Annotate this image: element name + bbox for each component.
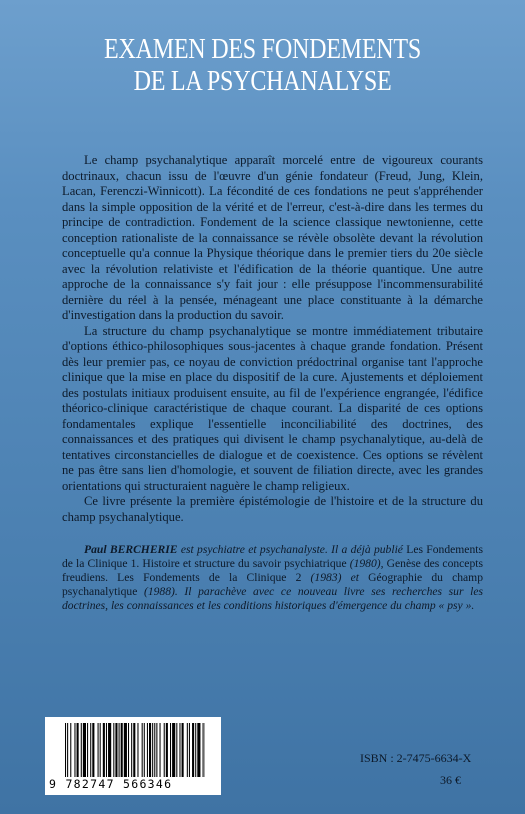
barcode-bar: [124, 723, 127, 777]
barcode-bar: [87, 723, 88, 777]
author-bio-text-1: est psychiatre et psychanalyste. Il a déjà publié: [177, 543, 407, 556]
book-title-3: Géographie du champ psychanalytique: [62, 571, 483, 598]
barcode-bar: [147, 723, 148, 777]
barcode-bar: [81, 723, 82, 777]
synopsis-paragraph-1: [62, 153, 483, 324]
barcode-bar: [156, 723, 157, 777]
barcode-bars: [65, 723, 205, 777]
author-name: Paul BERCHERIE: [84, 543, 178, 556]
barcode-bar: [74, 723, 75, 777]
barcode-bar: [92, 723, 94, 777]
barcode-bar: [160, 723, 161, 777]
author-bio: [62, 543, 483, 613]
barcode-digits: 9 782747 566346: [49, 777, 173, 791]
paragraph-1-text: Le champ psychanalytique apparaît morcelé entre de vigoureux courants doctrinaux, chacun issu de l'œuvre d'un génie fondateur (Freud, Jung, Klein, Lacan, Ferenczi-Winnicott). La fécondité de ces fondations ne peut s'appréhender dans la simple opposition de la vérité et de l'erreur, c'est-à-dire dans les termes du principe de contradiction. Fondement de la science classique newtonienne, cette conception rationaliste de la connaissance se révèle obsolète devant la révolution conceptuelle qu'a connue la Physique théorique dans le premier tiers du 20e siècle avec la révolution relativiste et l'édification de la théorie quantique. Une autre approche de la connaissance s'y fait jour : elle présuppose l'incommensurabilité dernière du réel à la pensée, ménageant une place constituante à la démarche d'investigation dans la production du savoir.: [62, 153, 483, 322]
barcode-bar: [179, 723, 180, 777]
author-bio-text-3: (1988). Il parachève avec ce nouveau livre ses recherches sur les doctrines, les connaissances et les conditions historiques d'émergence du champ « psy ».: [62, 585, 483, 612]
synopsis-paragraph-3: [62, 494, 483, 525]
barcode-bar: [65, 723, 66, 777]
book-title-1: Les Fondements de la Clinique 1. Histoire et structure du savoir psychiatrique: [62, 543, 483, 570]
barcode-bar: [203, 723, 204, 777]
barcode-bar: [98, 723, 99, 777]
barcode-bar: [192, 723, 194, 777]
isbn-number: ISBN : 2-7475-6634-X: [360, 751, 472, 765]
barcode-bar: [172, 723, 175, 777]
barcode-bar: [100, 723, 101, 777]
barcode-bar: [83, 723, 86, 777]
barcode-bar: [164, 723, 165, 777]
price: 36 €: [440, 773, 461, 787]
synopsis: [62, 153, 483, 525]
book-title-2: Genèse des concepts freudiens. Les Fondements de la Clinique 2: [62, 557, 483, 584]
barcode-bar: [182, 723, 184, 777]
barcode-bar: [90, 723, 91, 777]
barcode-bar: [152, 723, 153, 777]
barcode-bar: [115, 723, 117, 777]
title-line-1: EXAMEN DES FONDEMENTS: [103, 34, 421, 65]
barcode-bar: [189, 723, 190, 777]
barcode-bar: [128, 723, 129, 777]
barcode-bar: [197, 723, 200, 777]
book-title: [37, 34, 489, 98]
barcode-bar: [144, 723, 145, 777]
paragraph-2-text: La structure du champ psychanalytique se montre immédiatement tributaire d'options éthico-philosophiques sous-jacentes à chaque grande fondation. Présent dès leur premier pas, ce noyau de conviction prédoctrinal organise tant l'approche clinique que la mise en place du dispositif de la cure. Ajustements et déploiement des postulats initiaux produisent ensuite, au fil de l'expérience engrangée, l'édifice théorico-clinique caractéristique de chaque courant. La disparité de ces options fondamentales explique l'essentielle inconciliabilité des doctrines, des connaissances et des pratiques qui divisent le champ psychanalytique, au-delà de tentatives circonstancielles de dialogue et de coexistence. Ces options se révèlent ne pas être sans lien d'homologie, et souvent de filiation directe, avec les grandes orientations qui structuraient naguère le champ religieux.: [62, 323, 483, 493]
synopsis-paragraph-2: [62, 324, 483, 495]
barcode-bar: [70, 723, 71, 777]
barcode-bar: [113, 723, 114, 777]
barcode-bar: [119, 723, 120, 777]
barcode-bar: [133, 723, 135, 777]
barcode-bar: [149, 723, 151, 777]
author-bio-year-2: (1983) et: [301, 571, 369, 584]
barcode-bar: [108, 723, 111, 777]
title-line-2: DE LA PSYCHANALYSE: [133, 66, 392, 97]
barcode-bar: [166, 723, 168, 777]
barcode-bar: [195, 723, 196, 777]
barcode: [45, 717, 221, 795]
author-bio-year-1: (1980),: [346, 557, 387, 570]
barcode-bar: [137, 723, 138, 777]
paragraph-3-text: Ce livre présente la première épistémologie de l'histoire et de la structure du champ psychanalytique.: [62, 494, 483, 524]
barcode-bar: [154, 723, 155, 777]
barcode-bar: [131, 723, 132, 777]
barcode-bar: [103, 723, 105, 777]
barcode-bar: [77, 723, 79, 777]
barcode-bar: [121, 723, 123, 777]
barcode-bar: [187, 723, 188, 777]
barcode-bar: [176, 723, 177, 777]
barcode-bar: [67, 723, 68, 777]
barcode-bar: [106, 723, 107, 777]
barcode-bar: [170, 723, 171, 777]
barcode-bar: [142, 723, 143, 777]
